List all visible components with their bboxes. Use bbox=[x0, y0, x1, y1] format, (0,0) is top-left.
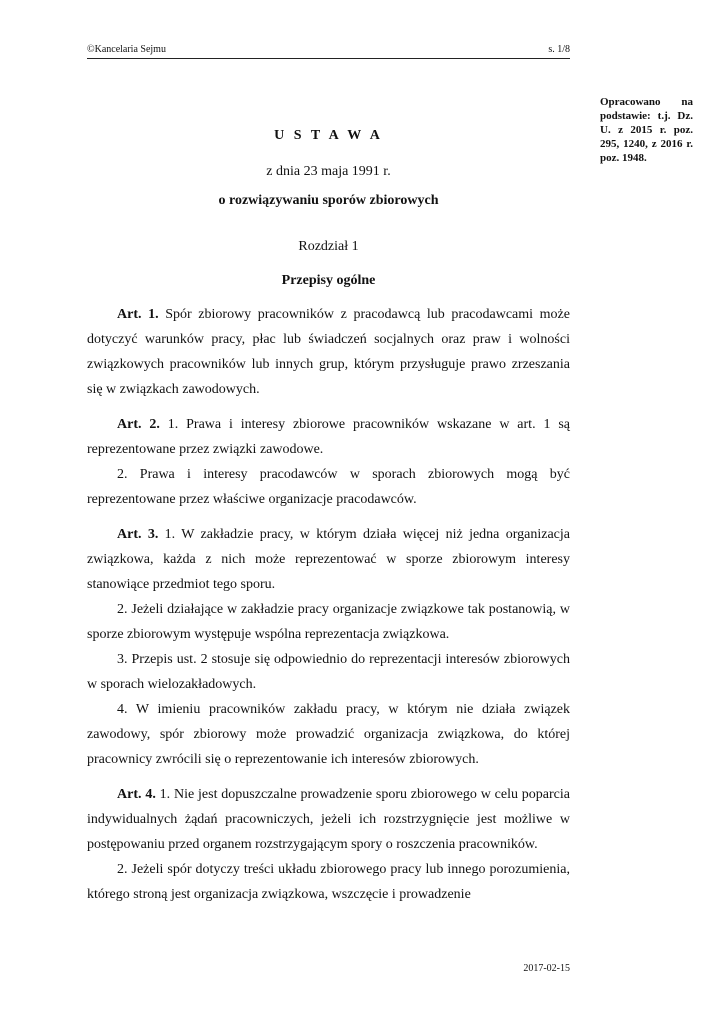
act-title: U S T A W A bbox=[274, 128, 383, 143]
footer-date: 2017-02-15 bbox=[523, 963, 570, 974]
paragraph-art-1 bbox=[87, 302, 570, 402]
article-label: Art. 2. bbox=[117, 417, 160, 432]
chapter-number: Rozdział 1 bbox=[298, 239, 359, 254]
header-page-number: s. 1/8 bbox=[548, 44, 570, 55]
paragraph-art-3-1 bbox=[87, 522, 570, 597]
paragraph-art-3-3 bbox=[87, 647, 570, 697]
paragraph-text: 4. W imieniu pracowników zakładu pracy, w którym nie działa związek zawodowy, spór zbiorowy może prowadzić organizacja związkowa, do której pracownicy zwrócili się o reprezentowanie ich interesów zbiorowych. bbox=[87, 702, 570, 767]
paragraph-text: 2. Jeżeli spór dotyczy treści układu zbiorowego pracy lub innego porozumienia, którego stroną jest organizacja związkowa, wszczęcie i prowadzenie bbox=[87, 862, 570, 902]
act-subject: o rozwiązywaniu sporów zbiorowych bbox=[218, 193, 439, 208]
paragraph-text: 2. Prawa i interesy pracodawców w sporach zbiorowych mogą być reprezentowane przez właściwe organizacje pracodawców. bbox=[87, 467, 570, 507]
paragraph-art-4-2 bbox=[87, 857, 570, 907]
chapter-title: Przepisy ogólne bbox=[281, 273, 376, 288]
article-label: Art. 4. bbox=[117, 787, 156, 802]
header-publisher: ©Kancelaria Sejmu bbox=[87, 44, 166, 55]
paragraph-art-3-2 bbox=[87, 597, 570, 647]
article-label: Art. 3. bbox=[117, 527, 159, 542]
paragraph-art-2-2 bbox=[87, 462, 570, 512]
paragraph-text: 1. Nie jest dopuszczalne prowadzenie sporu zbiorowego w celu poparcia indywidualnych żądań pracowniczych, jeżeli ich rozstrzygnięcie jest możliwe w postępowaniu przed organem rozstrzygającym spory o roszczenia pracowników. bbox=[87, 787, 570, 852]
paragraph-art-3-4 bbox=[87, 697, 570, 772]
paragraph-text: Spór zbiorowy pracowników z pracodawcą lub pracodawcami może dotyczyć warunków pracy, płac lub świadczeń socjalnych oraz praw i wolności związkowych pracowników lub innych grup, którym przysługuje prawo zrzeszania się w związkach zawodowych. bbox=[87, 307, 570, 397]
act-date: z dnia 23 maja 1991 r. bbox=[266, 164, 391, 179]
article-label: Art. 1. bbox=[117, 307, 159, 322]
source-note: Opracowano na podstawie: t.j. Dz. U. z 2015 r. poz. 295, 1240, z 2016 r. poz. 1948. bbox=[600, 96, 693, 164]
paragraph-text: 1. W zakładzie pracy, w którym działa więcej niż jedna organizacja związkowa, każda z nich może reprezentować w sporze zbiorowym interesy stanowiące przedmiot tego sporu. bbox=[87, 527, 570, 592]
page-header bbox=[87, 44, 570, 59]
paragraph-text: 1. Prawa i interesy zbiorowe pracowników wskazane w art. 1 są reprezentowane przez związki zawodowe. bbox=[87, 417, 570, 457]
paragraph-art-4-1 bbox=[87, 782, 570, 857]
paragraph-text: 2. Jeżeli działające w zakładzie pracy organizacje związkowe tak postanowią, w sporze zbiorowym występuje wspólna reprezentacja związkowa. bbox=[87, 602, 570, 642]
paragraph-text: 3. Przepis ust. 2 stosuje się odpowiednio do reprezentacji interesów zbiorowych w sporach wielozakładowych. bbox=[87, 652, 570, 692]
act-body bbox=[87, 302, 570, 907]
paragraph-art-2-1 bbox=[87, 412, 570, 462]
